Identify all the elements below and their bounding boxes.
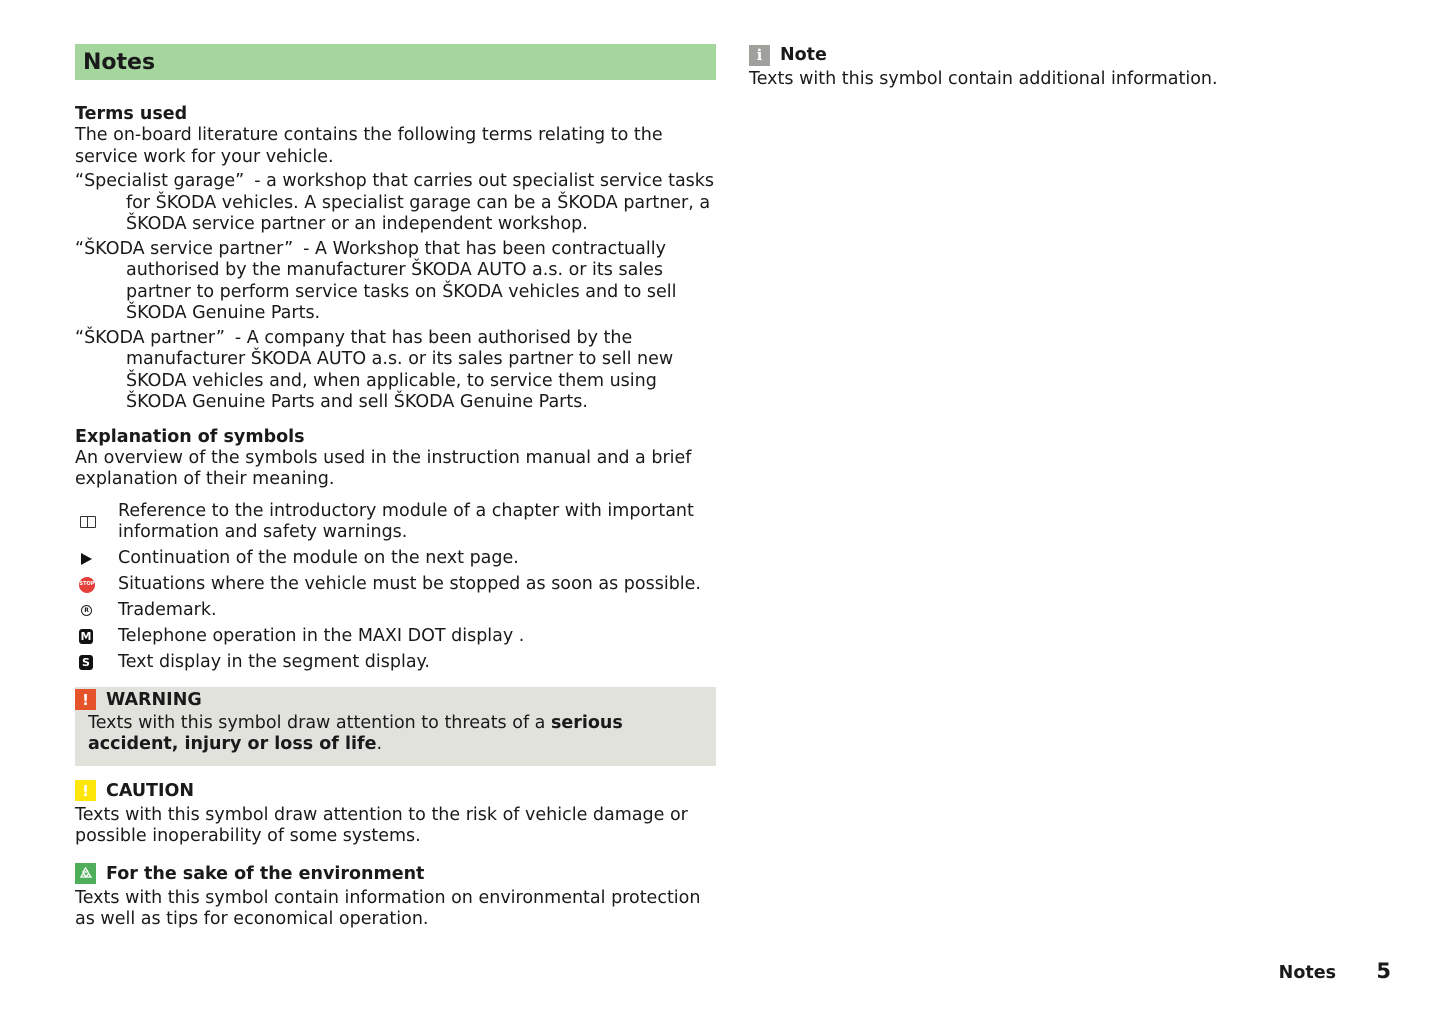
page-number: 5 bbox=[1376, 959, 1391, 983]
symbol-description: Telephone operation in the MAXI DOT display . bbox=[118, 626, 525, 646]
footer-section-label: Notes bbox=[1278, 963, 1336, 983]
arrow-right-icon bbox=[81, 553, 92, 565]
left-column bbox=[75, 44, 716, 931]
symbols-heading: Explanation of symbols bbox=[75, 426, 305, 447]
symbol-row bbox=[75, 652, 716, 674]
note-title: Note bbox=[780, 45, 827, 65]
symbol-row bbox=[75, 600, 716, 622]
chapter-title: Notes bbox=[83, 49, 156, 75]
maxi-dot-icon: M bbox=[80, 630, 92, 643]
note-text: Texts with this symbol contain additional information. bbox=[749, 69, 1218, 89]
symbols-intro: An overview of the symbols used in the instruction manual and a brief explanation of their meaning. bbox=[75, 447, 692, 489]
registered-icon: R bbox=[81, 605, 92, 616]
warning-box bbox=[75, 687, 716, 766]
symbol-description: Situations where the vehicle must be stopped as soon as possible. bbox=[118, 574, 701, 594]
symbol-description: Reference to the introductory module of a chapter with important information and safety warnings. bbox=[118, 500, 694, 542]
symbol-description: Trademark. bbox=[118, 600, 217, 620]
definition-text: - A Workshop that has been contractually authorised by the manufacturer ŠKODA AUTO a.s. or its sales partner to perform service tasks on ŠKODA vehicles and to sell ŠKODA Genuine Parts. bbox=[126, 238, 677, 323]
definition-term: “ŠKODA partner” bbox=[75, 327, 225, 348]
warning-text: Texts with this symbol draw attention to threats of a serious accident, injury or loss of life. bbox=[88, 712, 623, 754]
symbol-description: Continuation of the module on the next page. bbox=[118, 548, 519, 568]
caution-title: CAUTION bbox=[106, 780, 195, 801]
warning-emphasis: serious accident, injury or loss of life bbox=[88, 712, 623, 754]
symbol-row bbox=[75, 501, 716, 544]
book-icon bbox=[80, 516, 96, 528]
info-icon: i bbox=[749, 45, 770, 66]
caution-icon: ! bbox=[75, 780, 96, 801]
caution-text: Texts with this symbol draw attention to the risk of vehicle damage or possible inoperability of some systems. bbox=[75, 804, 688, 846]
symbol-description: Text display in the segment display. bbox=[118, 652, 430, 672]
stop-icon: STOP bbox=[79, 577, 95, 593]
note-header bbox=[749, 44, 1389, 66]
definition-text: - a workshop that carries out specialist service tasks for ŠKODA vehicles. A specialist garage can be a ŠKODA partner, a ŠKODA service partner or an independent workshop. bbox=[126, 171, 715, 234]
caution-block bbox=[75, 780, 716, 848]
terms-heading: Terms used bbox=[75, 104, 188, 124]
definition-item bbox=[75, 328, 716, 414]
environment-title: For the sake of the environment bbox=[106, 863, 425, 884]
environment-icon bbox=[75, 863, 96, 884]
chapter-header bbox=[75, 44, 716, 80]
segment-icon: S bbox=[79, 655, 93, 670]
terms-intro: The on-board literature contains the following terms relating to the service work for your vehicle. bbox=[75, 125, 663, 167]
warning-title: WARNING bbox=[106, 689, 202, 710]
exclamation-icon: ! bbox=[75, 689, 96, 710]
symbol-row bbox=[75, 574, 716, 596]
definition-item bbox=[75, 239, 716, 325]
definition-term: “Specialist garage” bbox=[75, 171, 245, 191]
definition-item bbox=[75, 171, 716, 236]
symbol-list bbox=[75, 501, 716, 674]
environment-text: Texts with this symbol contain information on environmental protection as well as tips for economical operation. bbox=[75, 887, 701, 929]
right-column bbox=[749, 44, 1389, 91]
environment-block bbox=[75, 863, 716, 931]
symbol-row bbox=[75, 548, 716, 570]
definition-text: - A company that has been authorised by the manufacturer ŠKODA AUTO a.s. or its sales partner to sell new ŠKODA vehicles and, when applicable, to service them using ŠKODA Genuine Parts and sell ŠKODA Genuine Parts. bbox=[126, 327, 674, 412]
definition-term: “ŠKODA service partner” bbox=[75, 238, 294, 259]
symbol-row bbox=[75, 626, 716, 648]
